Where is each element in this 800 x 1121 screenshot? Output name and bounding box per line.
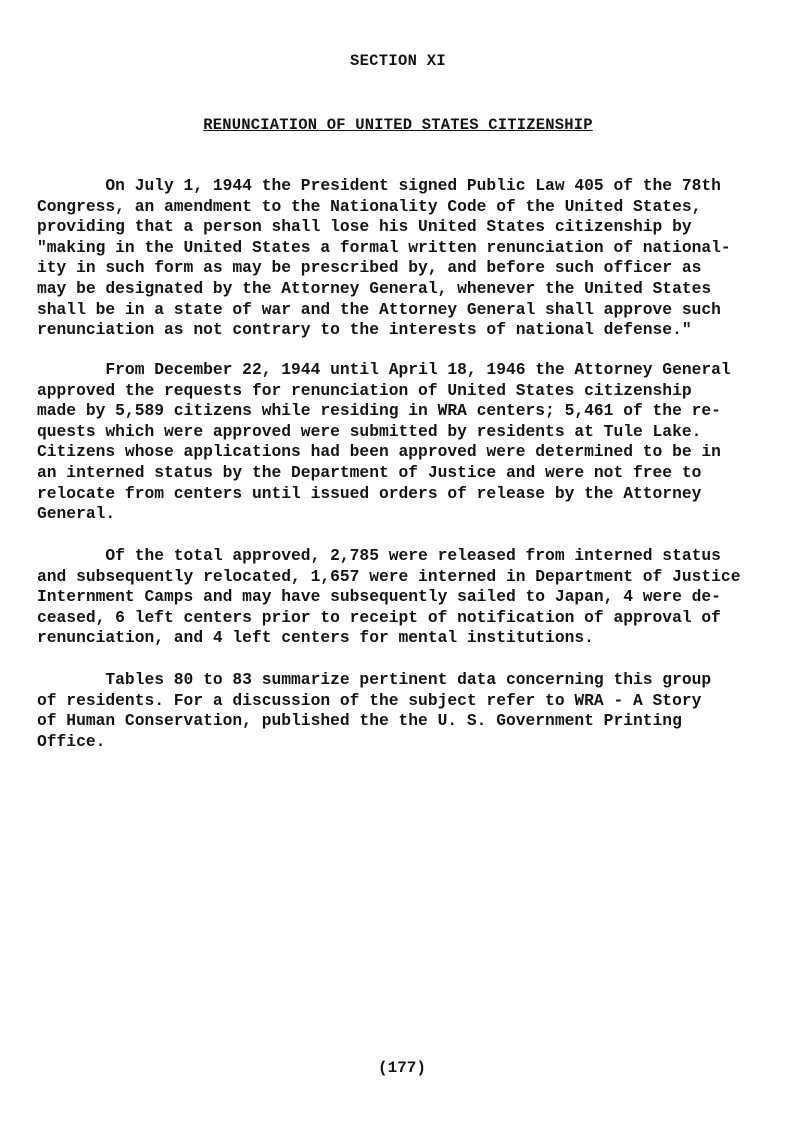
text-line: approved the requests for renunciation of United States citizenship bbox=[37, 380, 692, 400]
text-line: an interned status by the Department of Justice and were not free to bbox=[37, 462, 702, 482]
text-line: From December 22, 1944 until April 18, 1946 the Attorney General bbox=[37, 360, 731, 379]
text-line: On July 1, 1944 the President signed Public Law 405 of the 78th bbox=[37, 176, 721, 195]
text-line: may be designated by the Attorney General, whenever the United States bbox=[37, 278, 712, 298]
section-heading: SECTION XI bbox=[349, 52, 446, 70]
text-line: Internment Camps and may have subsequently sailed to Japan, 4 were de- bbox=[37, 587, 721, 607]
paragraph-1 bbox=[37, 176, 731, 341]
text-line: Tables 80 to 83 summarize pertinent data concerning this group bbox=[37, 670, 712, 689]
page-number: (177) bbox=[377, 1059, 426, 1077]
text-line: ity in such form as may be prescribed by, and before such officer as bbox=[37, 258, 702, 278]
text-line: renunciation as not contrary to the interests of national defense." bbox=[37, 320, 692, 340]
text-line: Office. bbox=[37, 731, 106, 751]
text-line: of residents. For a discussion of the subject refer to WRA - A Story bbox=[37, 690, 702, 710]
text-line: relocate from centers until issued orders of release by the Attorney bbox=[37, 483, 702, 503]
text-line: made by 5,589 citizens while residing in WRA centers; 5,461 of the re- bbox=[37, 401, 721, 421]
text-line: Congress, an amendment to the Nationality Code of the United States, bbox=[37, 196, 702, 216]
text-line: ceased, 6 left centers prior to receipt of notification of approval of bbox=[37, 607, 721, 627]
text-line: renunciation, and 4 left centers for mental institutions. bbox=[37, 628, 594, 648]
text-line: quests which were approved were submitted by residents at Tule Lake. bbox=[37, 421, 702, 441]
text-line: providing that a person shall lose his United States citizenship by bbox=[37, 217, 692, 237]
text-line: "making in the United States a formal written renunciation of national- bbox=[37, 237, 731, 257]
document-title: RENUNCIATION OF UNITED STATES CITIZENSHIP bbox=[203, 116, 593, 134]
paragraph-4 bbox=[37, 670, 711, 752]
paragraph-2 bbox=[37, 360, 731, 525]
text-line: shall be in a state of war and the Attorney General shall approve such bbox=[37, 299, 721, 319]
text-line: Citizens whose applications had been approved were determined to be in bbox=[37, 442, 721, 462]
text-line: of Human Conservation, published the the U. S. Government Printing bbox=[37, 711, 682, 731]
text-line: Of the total approved, 2,785 were released from interned status bbox=[37, 546, 721, 565]
text-line: General. bbox=[37, 504, 116, 524]
text-line: and subsequently relocated, 1,657 were interned in Department of Justice bbox=[37, 566, 741, 586]
paragraph-3 bbox=[37, 546, 740, 649]
